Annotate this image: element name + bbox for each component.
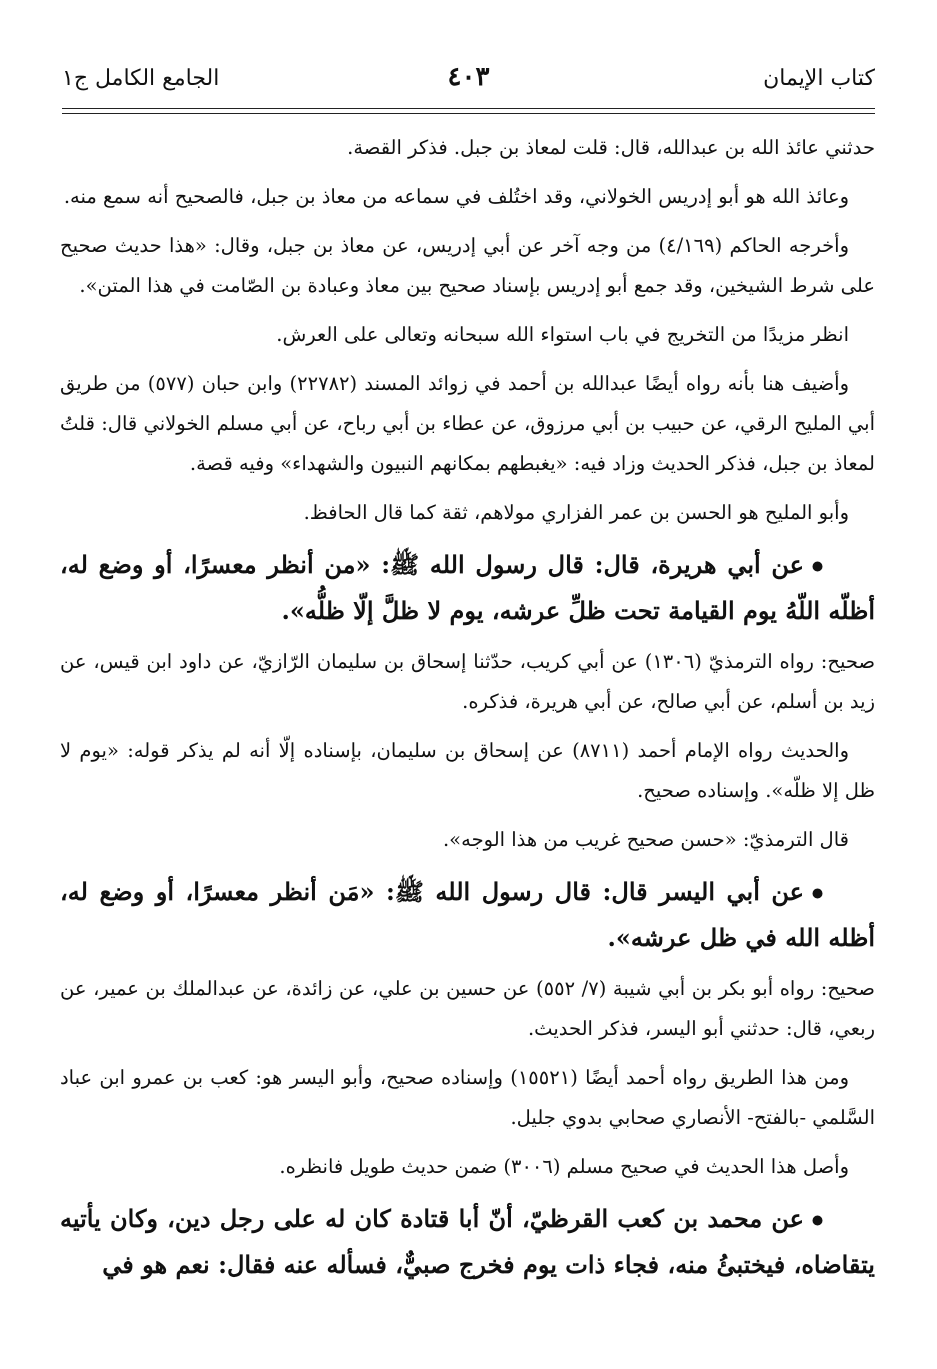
- text-paragraph: [60, 128, 875, 168]
- page-number: ٤٠٣: [447, 62, 490, 92]
- hadith-paragraph: [60, 542, 875, 634]
- page-body: [60, 128, 875, 1296]
- header-rule-bottom: [62, 113, 875, 114]
- paragraph-text: صحيح: رواه أبو بكر بن أبي شيبة (٧/ ٥٥٢) عن حسين بن علي، عن زائدة، عن عبدالملك بن عمير، عن ربعي، قال: حدثني أبو اليسر، فذكر الحديث.: [60, 977, 875, 1040]
- paragraph-text: صحيح: رواه الترمذيّ (١٣٠٦) عن أبي كريب، حدّثنا إسحاق بن سليمان الرّازيّ، عن داود ابن قيس، عن زيد بن أسلم، عن أبي صالح، عن أبي هريرة، فذكره.: [60, 650, 875, 713]
- text-paragraph: [60, 731, 875, 811]
- paragraph-text: والحديث رواه الإمام أحمد (٨٧١١) عن إسحاق بن سليمان، بإسناده إلّا أنه لم يذكر قوله: «يوم لا ظل إلا ظلّه». وإسناده صحيح.: [60, 739, 875, 802]
- text-paragraph: [60, 969, 875, 1049]
- paragraph-text: وأصل هذا الحديث في صحيح مسلم (٣٠٠٦) ضمن حديث طويل فانظره.: [279, 1155, 849, 1178]
- text-paragraph: [60, 364, 875, 484]
- paragraph-text: وأضيف هنا بأنه رواه أيضًا عبدالله بن أحمد في زوائد المسند (٢٢٧٨٢) وابن حبان (٥٧٧) من طريق أبي المليح الرقي، عن حبيب بن أبي مرزوق، عن عطاء بن أبي رباح، عن أبي مسلم الخولاني قال: قلتُ لمعاذ بن جبل، فذكر الحديث وزاد فيه: «يغبطهم بمكانهم النبيون والشهداء» وفيه قصة.: [60, 372, 875, 475]
- text-paragraph: [60, 315, 875, 355]
- page-header: [62, 62, 875, 102]
- paragraph-text: انظر مزيدًا من التخريج في باب استواء الله سبحانه وتعالى على العرش.: [276, 323, 849, 346]
- paragraph-text: قال الترمذيّ: «حسن صحيح غريب من هذا الوجه».: [442, 828, 849, 851]
- text-paragraph: [60, 493, 875, 533]
- hadith-paragraph: [60, 1196, 875, 1288]
- paragraph-text: عن أبي اليسر قال: قال رسول الله ﷺ: «مَن أنظر معسرًا، أو وضع له، أظله الله في ظل عرشه».: [60, 877, 875, 952]
- paragraph-text: وأبو المليح هو الحسن بن عمر الفزاري مولاهم، ثقة كما قال الحافظ.: [303, 501, 849, 524]
- paragraph-text: حدثني عائذ الله بن عبدالله، قال: قلت لمعاذ بن جبل. فذكر القصة.: [347, 136, 875, 159]
- text-paragraph: [60, 642, 875, 722]
- bullet-icon: [812, 1196, 849, 1242]
- text-paragraph: [60, 1058, 875, 1138]
- text-paragraph: [60, 226, 875, 306]
- header-rule-top: [62, 108, 875, 109]
- text-paragraph: [60, 177, 875, 217]
- paragraph-text: وعائذ الله هو أبو إدريس الخولاني، وقد اختُلف في سماعه من معاذ بن جبل، فالصحيح أنه سمع منه.: [63, 185, 849, 208]
- paragraph-text: ومن هذا الطريق رواه أحمد أيضًا (١٥٥٢١) وإسناده صحيح، وأبو اليسر هو: كعب بن عمرو ابن عباد السَّلمي -بالفتح- الأنصاري صحابي بدوي جليل.: [60, 1066, 875, 1129]
- text-paragraph: [60, 820, 875, 860]
- text-paragraph: [60, 1147, 875, 1187]
- bullet-icon: [812, 542, 849, 588]
- chapter-title: كتاب الإيمان: [763, 66, 875, 91]
- hadith-paragraph: [60, 869, 875, 961]
- bullet-icon: [812, 869, 849, 915]
- paragraph-text: عن أبي هريرة، قال: قال رسول الله ﷺ: «من أنظر معسرًا، أو وضع له، أظلّه اللّهُ يوم القيامة تحت ظلِّ عرشه، يوم لا ظلَّ إلّا ظلُّه».: [60, 550, 875, 625]
- paragraph-text: عن محمد بن كعب القرظيّ، أنّ أبا قتادة كان له على رجل دين، وكان يأتيه يتقاضاه، فيختبئُ منه، فجاء ذات يوم فخرج صبيٌّ، فسأله عنه فقال: نعم هو في: [60, 1204, 875, 1279]
- book-title: الجامع الكامل ج١: [62, 66, 220, 91]
- paragraph-text: وأخرجه الحاكم (٤/١٦٩) من وجه آخر عن أبي إدريس، عن معاذ بن جبل، وقال: «هذا حديث صحيح على شرط الشيخين، وقد جمع أبو إدريس بإسناد صحيح بين معاذ وعبادة بن الصّامت في هذا المتن».: [60, 234, 875, 297]
